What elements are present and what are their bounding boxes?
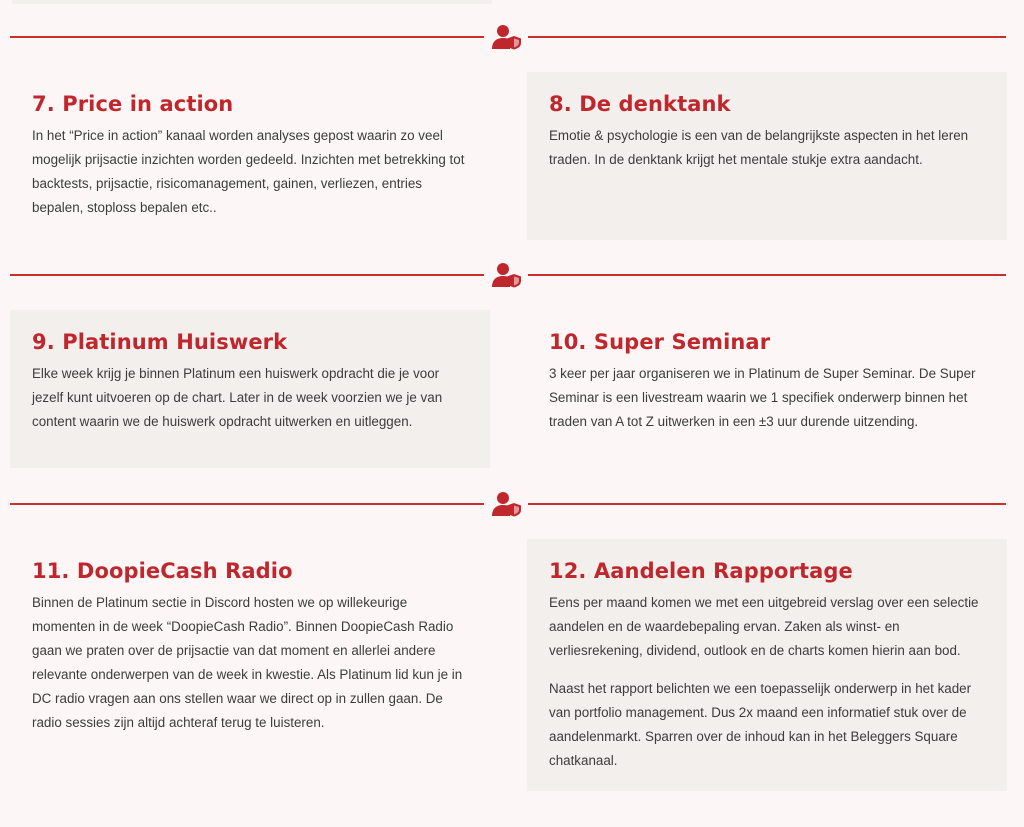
card-title: 10. Super Seminar xyxy=(549,330,771,354)
section-divider xyxy=(10,493,1006,515)
card-text: In het “Price in action” kanaal worden analyses gepost waarin zo veel mogelijk prijsactie inzichten worden gedeeld. Inzichten met betrekking tot backtests, prijsactie, risicomanagement, gainen, verliezen, entries bepalen, stoploss bepalen etc.. xyxy=(32,128,465,215)
feature-card-doopiecash-radio xyxy=(10,539,490,791)
divider-line xyxy=(528,503,1006,505)
divider-line xyxy=(528,274,1006,276)
feature-card-super-seminar xyxy=(527,310,1007,468)
divider-line xyxy=(528,36,1006,38)
section-divider xyxy=(10,264,1006,286)
feature-card-platinum-huiswerk xyxy=(10,310,490,468)
card-title: 8. De denktank xyxy=(549,92,731,116)
feature-card-price-in-action xyxy=(10,72,490,240)
card-text: 3 keer per jaar organiseren we in Platinum de Super Seminar. De Super Seminar is een livestream waarin we 1 specifiek onderwerp binnen het traden van A tot Z uitwerken in een ±3 uur durende uitzending. xyxy=(549,366,976,429)
card-title: 7. Price in action xyxy=(32,92,234,116)
card-text: Binnen de Platinum sectie in Discord hosten we op willekeurige momenten in de week “DoopieCash Radio”. Binnen DoopieCash Radio gaan we praten over de prijsactie van dat moment en allerlei andere relevante onderwerpen van de week in kwestie. Als Platinum lid kun je in DC radio vragen aan ons stellen waar we direct op in zullen gaan. De radio sessies zijn altijd achteraf terug te luisteren. xyxy=(32,595,463,730)
section-divider xyxy=(10,26,1006,48)
user-shield-icon xyxy=(492,24,522,50)
card-text: Eens per maand komen we met een uitgebreid verslag over een selectie aandelen en de waardebepaling ervan. Zaken als winst- en verliesrekening, dividend, outlook en de charts komen hierin aan bod. xyxy=(549,595,979,658)
feature-card-de-denktank xyxy=(527,72,1007,240)
card-text: Elke week krijg je binnen Platinum een huiswerk opdracht die je voor jezelf kunt uitvoeren op de chart. Later in de week voorzien we je van content waarin we de huiswerk opdracht uitwerken en uitleggen. xyxy=(32,366,443,429)
card-title: 9. Platinum Huiswerk xyxy=(32,330,288,354)
user-shield-icon xyxy=(492,262,522,288)
card-text: Emotie & psychologie is een van de belangrijkste aspecten in het leren traden. In de denktank krijgt het mentale stukje extra aandacht. xyxy=(549,128,969,167)
card-text: Naast het rapport belichten we een toepasselijk onderwerp in het kader van portfolio management. Dus 2x maand een informatief stuk over de aandelenmarkt. Sparren over de inhoud kan in het Beleggers Square chatkanaal. xyxy=(549,681,972,768)
previous-card-bottom xyxy=(12,0,492,4)
divider-line xyxy=(10,36,484,38)
card-title: 12. Aandelen Rapportage xyxy=(549,559,853,583)
card-title: 11. DoopieCash Radio xyxy=(32,559,293,583)
feature-card-aandelen-rapportage xyxy=(527,539,1007,791)
divider-line xyxy=(10,274,484,276)
divider-line xyxy=(10,503,484,505)
user-shield-icon xyxy=(492,491,522,517)
